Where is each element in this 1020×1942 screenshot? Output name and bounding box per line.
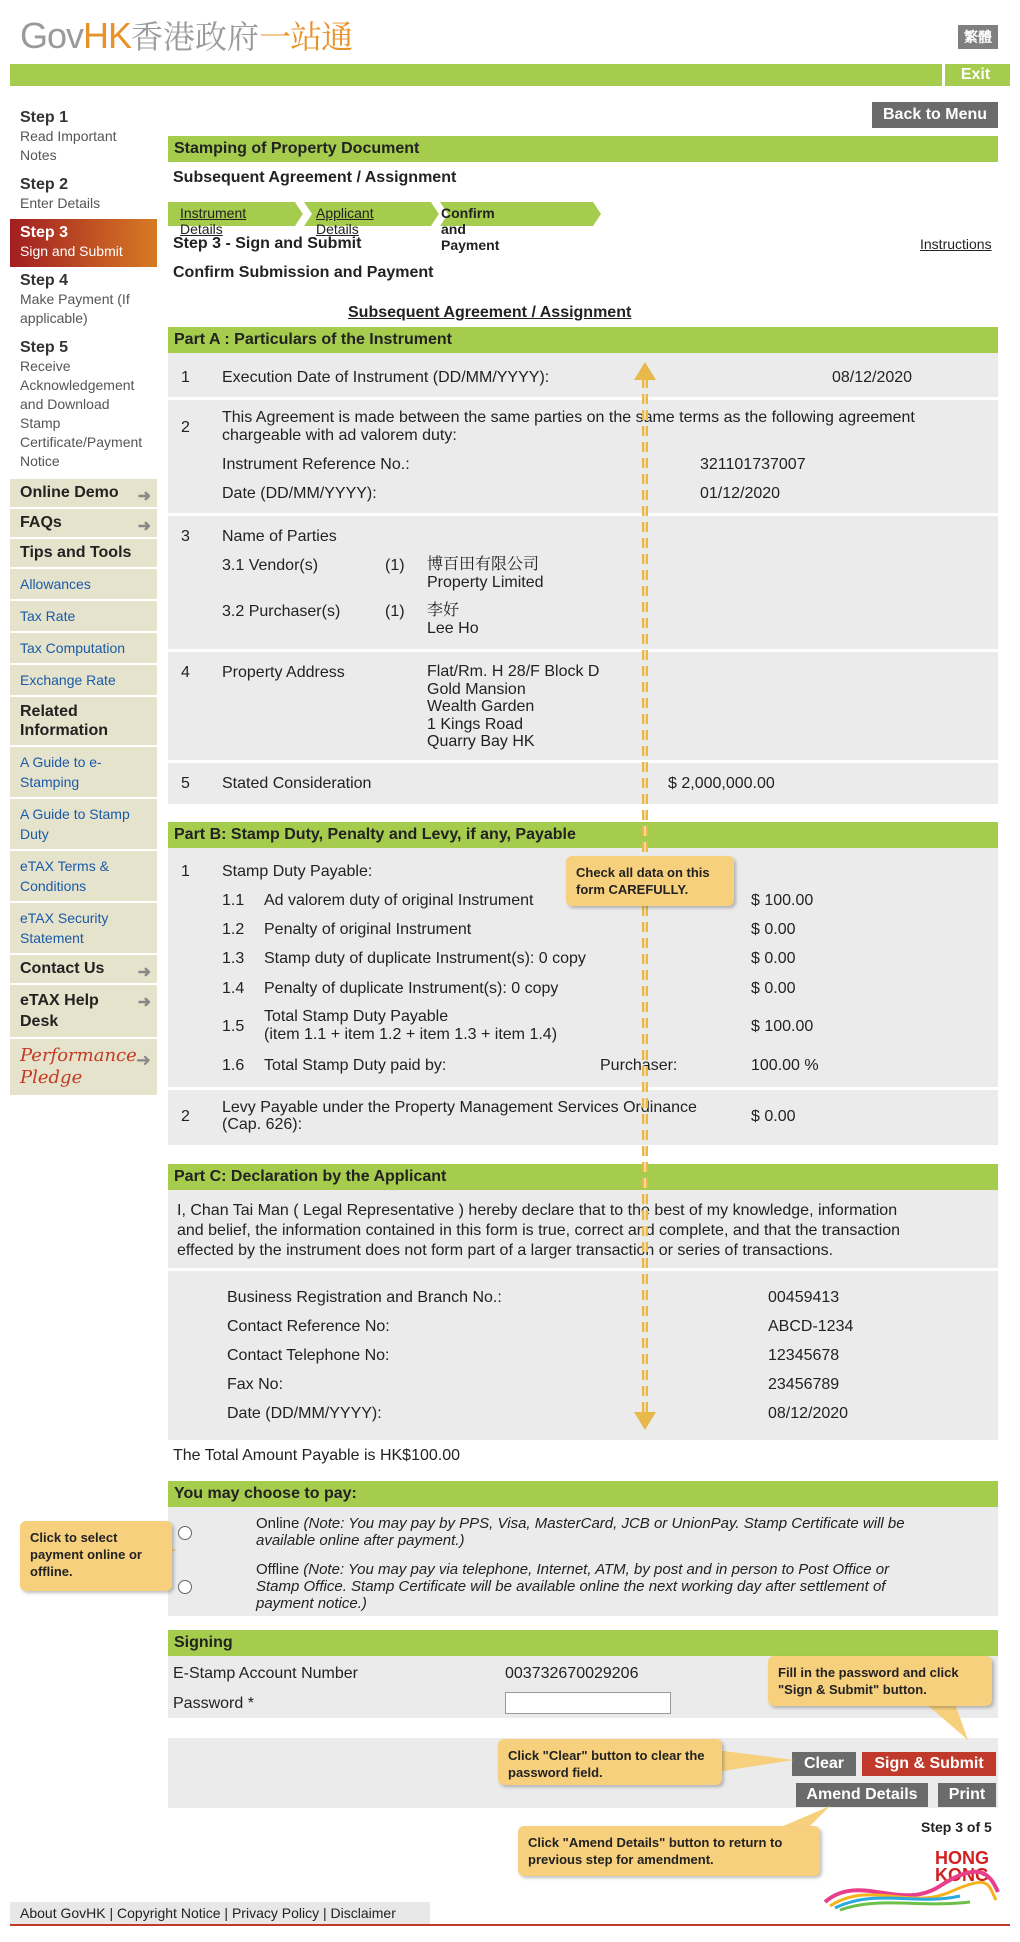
divider <box>168 1087 998 1090</box>
footer-disclaimer[interactable]: Disclaimer <box>330 1905 396 1921</box>
callout-check-data: Check all data on this form CAREFULLY. <box>566 856 734 906</box>
language-toggle[interactable]: 繁體 <box>958 25 998 49</box>
row-num: 3 <box>181 528 190 545</box>
contact-ref-label: Contact Reference No: <box>227 1318 390 1335</box>
back-to-menu-button[interactable]: Back to Menu <box>872 102 998 128</box>
top-bar <box>10 64 1010 86</box>
step-1-num: Step 1 <box>20 109 69 126</box>
step-title: Step 3 - Sign and Submit <box>173 235 362 252</box>
footer-copyright[interactable]: Copyright Notice <box>117 1905 221 1921</box>
sidebar-item-exchange-rate[interactable]: Exchange Rate <box>10 665 157 697</box>
purchaser-index: (1) <box>385 603 405 620</box>
sidebar-item-guide-stamp-duty[interactable]: A Guide to Stamp Duty <box>10 799 157 851</box>
step-2 <box>10 171 157 219</box>
crumb-applicant-details[interactable]: Applicant Details <box>316 205 374 237</box>
pay-offline-radio[interactable] <box>178 1580 192 1594</box>
sidebar-item-etax-security[interactable]: eTAX Security Statement <box>10 903 157 955</box>
govhk-logo[interactable] <box>20 14 352 59</box>
address-line: Wealth Garden <box>427 698 535 715</box>
item-num: 1.6 <box>222 1057 245 1074</box>
signing-header: Signing <box>168 1630 998 1656</box>
declaration-date-value: 08/12/2020 <box>768 1405 849 1422</box>
row-num: 1 <box>181 369 190 386</box>
pay-online-radio[interactable] <box>178 1526 192 1540</box>
item-value: $ 0.00 <box>751 921 796 938</box>
help-desk-label: eTAX Help Desk <box>20 992 99 1030</box>
step-2-label: Enter Details <box>20 195 101 211</box>
step-4-label: Make Payment (If applicable) <box>20 291 130 326</box>
purchaser-name-chinese: 李好 <box>427 602 460 619</box>
row-num: 2 <box>181 419 190 436</box>
footer-separator: | <box>319 1905 331 1921</box>
parties-label: Name of Parties <box>222 528 337 545</box>
arrow-right-icon: ➜ <box>137 488 151 505</box>
item-label: Penalty of original Instrument <box>264 921 472 938</box>
arrow-right-icon: ➜ <box>135 1050 151 1070</box>
address-line: Flat/Rm. H 28/F Block D <box>427 663 600 680</box>
sidebar-faqs[interactable] <box>10 509 157 539</box>
hk-logo-line: KONG <box>935 1865 989 1885</box>
step-counter: Step 3 of 5 <box>921 1819 992 1835</box>
declaration-text <box>177 1201 900 1261</box>
item-label: Ad valorem duty of original Instrument <box>264 892 534 909</box>
total-line-1: Total Stamp Duty Payable <box>264 1008 449 1025</box>
payment-header: You may choose to pay: <box>168 1481 998 1507</box>
clear-button[interactable]: Clear <box>792 1752 856 1776</box>
total-stamp-duty-label <box>264 1008 557 1044</box>
footer <box>10 1902 430 1924</box>
online-label: Online <box>256 1515 300 1532</box>
step-4 <box>10 267 157 334</box>
step-1 <box>10 104 157 171</box>
sidebar-item-guide-estamping[interactable]: A Guide to e-Stamping <box>10 747 157 799</box>
online-demo-label: Online Demo <box>20 484 119 501</box>
callout-pointer <box>716 1750 794 1774</box>
callout-amend: Click "Amend Details" button to return to previous step for amendment. <box>518 1826 820 1876</box>
agreement-date-value: 01/12/2020 <box>700 485 781 502</box>
callout-clear: Click "Clear" button to clear the password field. <box>498 1739 722 1785</box>
confirm-heading: Confirm Submission and Payment <box>173 264 434 281</box>
password-input[interactable] <box>505 1692 671 1714</box>
vendor-name-english: Property Limited <box>427 574 544 591</box>
agreement-date-label: Date (DD/MM/YYYY): <box>222 485 377 502</box>
pay-online-label <box>256 1515 905 1549</box>
property-address-value <box>427 663 599 751</box>
br-number-value: 00459413 <box>768 1289 840 1306</box>
fax-label: Fax No: <box>227 1376 284 1393</box>
item-label: Stamp duty of duplicate Instrument(s): 0 copy <box>264 950 586 967</box>
purchaser-label: 3.2 Purchaser(s) <box>222 603 341 620</box>
item-label: Penalty of duplicate Instrument(s): 0 copy <box>264 980 559 997</box>
form-title: Subsequent Agreement / Assignment <box>348 304 632 321</box>
item-num: 1.2 <box>222 921 245 938</box>
crumb-instrument-details[interactable]: Instrument Details <box>180 205 247 237</box>
br-number-label: Business Registration and Branch No.: <box>227 1289 502 1306</box>
declaration-line: effected by the instrument does not form part of a larger transaction or series of transactions. <box>177 1242 834 1259</box>
sidebar-tips-heading: Tips and Tools <box>10 539 157 569</box>
part-b-header: Part B: Stamp Duty, Penalty and Levy, if any, Payable <box>168 822 998 848</box>
stated-consideration-label: Stated Consideration <box>222 775 372 792</box>
logo-onestop: 一站通 <box>259 19 353 55</box>
logo-gov: Gov <box>20 15 84 56</box>
declaration-date-label: Date (DD/MM/YYYY): <box>227 1405 382 1422</box>
vendor-index: (1) <box>385 557 405 574</box>
sidebar-item-tax-computation[interactable]: Tax Computation <box>10 633 157 665</box>
sidebar-online-demo[interactable] <box>10 479 157 509</box>
crumb-confirm-payment: Confirm and Payment <box>441 205 500 253</box>
offline-note: payment notice.) <box>256 1595 367 1612</box>
item-num: 1.4 <box>222 980 245 997</box>
purchaser-name-english: Lee Ho <box>427 620 479 637</box>
total-stamp-duty-value: $ 100.00 <box>751 1018 814 1035</box>
sidebar-help-desk[interactable] <box>10 985 157 1039</box>
offline-label: Offline <box>256 1561 300 1578</box>
levy-label <box>222 1099 697 1133</box>
sidebar-contact-us[interactable] <box>10 955 157 985</box>
print-button[interactable]: Print <box>938 1783 996 1807</box>
arrow-right-icon: ➜ <box>137 518 151 535</box>
faqs-label: FAQs <box>20 514 62 531</box>
paid-by-party: Purchaser: <box>600 1057 678 1074</box>
item-value: $ 100.00 <box>751 892 814 909</box>
paid-by-label: Total Stamp Duty paid by: <box>264 1057 447 1074</box>
part-a-header: Part A : Particulars of the Instrument <box>168 327 998 353</box>
callout-payment-choice: Click to select payment online or offline. <box>20 1521 172 1591</box>
step-5-num: Step 5 <box>20 339 69 356</box>
logo-hk: HK <box>83 15 132 56</box>
divider <box>168 397 998 400</box>
footer-about[interactable]: About GovHK <box>20 1905 106 1921</box>
sidebar-performance-pledge[interactable] <box>10 1039 157 1095</box>
instrument-ref-value: 321101737007 <box>700 456 806 473</box>
step-3-current <box>10 219 157 267</box>
offline-note: Stamp Office. Stamp Certificate will be available online the next working day after settlement of <box>256 1578 886 1595</box>
declaration-line: and belief, the information contained in this form is true, correct and complete, and that the transaction <box>177 1222 901 1239</box>
sidebar-item-allowances[interactable]: Allowances <box>10 569 157 601</box>
divider <box>168 1268 998 1271</box>
sidebar <box>10 104 157 1095</box>
footer-privacy[interactable]: Privacy Policy <box>231 1905 320 1921</box>
address-line: 1 Kings Road <box>427 715 524 733</box>
agreement-text: This Agreement is made between the same parties on the same terms as the following agreement chargeable with ad valorem duty: <box>222 409 915 444</box>
arrow-right-icon: ➜ <box>137 994 151 1011</box>
stamp-duty-payable-label: Stamp Duty Payable: <box>222 863 373 880</box>
row-num: 1 <box>181 863 190 880</box>
declaration-line: I, Chan Tai Man ( Legal Representative ) hereby declare that to the best of my knowledge, information <box>177 1202 898 1219</box>
row-num: 4 <box>181 664 190 681</box>
contact-label: Contact Us <box>20 960 105 977</box>
pledge-logo: Performance Pledge <box>20 1045 137 1088</box>
levy-value: $ 0.00 <box>751 1108 796 1125</box>
arrow-right-icon: ➜ <box>137 964 151 981</box>
footer-line <box>10 1924 1010 1926</box>
footer-separator: | <box>220 1905 232 1921</box>
logo-chinese: 香港政府 <box>131 19 260 55</box>
step-3-label: Sign and Submit <box>20 243 123 259</box>
online-note: (Note: You may pay by PPS, Visa, MasterCard, JCB or UnionPay. Stamp Certificate will be <box>303 1515 905 1532</box>
contact-tel-label: Contact Telephone No: <box>227 1347 390 1364</box>
account-number-value: 003732670029206 <box>505 1665 639 1682</box>
hk-logo-line: HONG <box>935 1848 989 1868</box>
item-num: 1.1 <box>222 892 245 909</box>
vendor-name-chinese: 博百田有限公司 <box>427 556 540 573</box>
instrument-ref-label: Instrument Reference No.: <box>222 456 410 473</box>
vendor-label: 3.1 Vendor(s) <box>222 557 319 574</box>
step-1-label: Read Important Notes <box>20 128 117 163</box>
item-num: 1.3 <box>222 950 245 967</box>
item-num: 1.5 <box>222 1018 245 1035</box>
brand-dragon-logo <box>820 1866 1000 1912</box>
levy-line-1: Levy Payable under the Property Management Services Ordinance <box>222 1099 697 1116</box>
instructions-link[interactable]: Instructions <box>920 236 992 252</box>
callout-password: Fill in the password and click "Sign & Submit" button. <box>768 1656 992 1706</box>
item-value: $ 0.00 <box>751 980 796 997</box>
address-line: Gold Mansion <box>427 680 526 698</box>
footer-separator: | <box>105 1905 118 1921</box>
step-5 <box>10 334 157 479</box>
stated-consideration-value: $ 2,000,000.00 <box>668 775 775 792</box>
divider <box>168 649 998 652</box>
execution-date-label: Execution Date of Instrument (DD/MM/YYYY): <box>222 369 550 386</box>
sidebar-item-etax-terms[interactable]: eTAX Terms & Conditions <box>10 851 157 903</box>
row-num: 2 <box>181 1108 190 1125</box>
exit-button[interactable]: Exit <box>942 64 1006 86</box>
paid-by-percent: 100.00 % <box>751 1057 819 1074</box>
offline-note: (Note: You may pay via telephone, Internet, ATM, by post and in person to Post Office or <box>303 1561 890 1578</box>
address-line: Quarry Bay HK <box>427 733 535 750</box>
step-4-num: Step 4 <box>20 272 69 289</box>
property-address-label: Property Address <box>222 664 345 681</box>
sign-submit-button[interactable]: Sign & Submit <box>862 1752 996 1776</box>
item-value: $ 0.00 <box>751 950 796 967</box>
step-5-label: Receive Acknowledgement and Download Stamp Certificate/Payment Notice <box>20 358 143 469</box>
fax-value: 23456789 <box>768 1376 840 1393</box>
divider <box>168 760 998 763</box>
contact-ref-value: ABCD-1234 <box>768 1318 854 1335</box>
step-2-num: Step 2 <box>20 176 69 193</box>
row-num: 5 <box>181 775 190 792</box>
total-line-2: (item 1.1 + item 1.2 + item 1.3 + item 1.4) <box>264 1026 558 1043</box>
total-amount-payable: The Total Amount Payable is HK$100.00 <box>173 1447 460 1464</box>
sidebar-item-tax-rate[interactable]: Tax Rate <box>10 601 157 633</box>
password-label: Password * <box>173 1695 254 1712</box>
sidebar-related-heading: Related Information <box>10 697 157 747</box>
divider <box>168 513 998 516</box>
pay-offline-label <box>256 1561 889 1612</box>
levy-line-2: (Cap. 626): <box>222 1116 303 1133</box>
page-subtitle: Subsequent Agreement / Assignment <box>173 169 457 186</box>
part-c-header: Part C: Declaration by the Applicant <box>168 1164 998 1190</box>
execution-date-value: 08/12/2020 <box>832 369 913 386</box>
page-title: Stamping of Property Document <box>168 136 998 162</box>
online-note: available online after payment.) <box>256 1532 465 1549</box>
contact-tel-value: 12345678 <box>768 1347 840 1364</box>
amend-details-button[interactable]: Amend Details <box>796 1783 928 1807</box>
account-number-label: E-Stamp Account Number <box>173 1665 358 1682</box>
step-3-num: Step 3 <box>20 224 69 241</box>
